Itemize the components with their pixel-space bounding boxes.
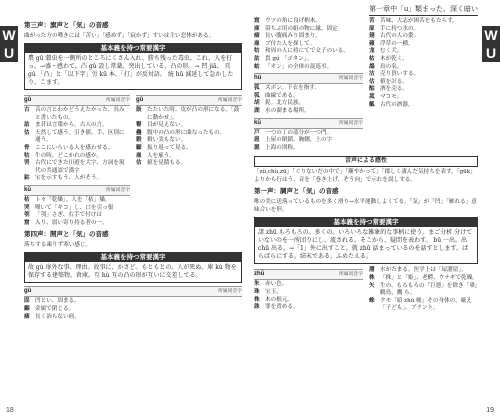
entry-row [369,298,478,313]
entry-gloss: 浮草の一種。 [380,40,414,47]
entry-gloss: 嘆いて「ギコ」し、口を引っ張 [35,204,114,211]
entry-gloss: むく犬。 [380,48,403,55]
entry-row [24,175,130,183]
entry-row [24,122,130,130]
entry-kanji: 刳 [24,212,30,219]
group-tag: 所属同音字 [106,187,130,193]
entry-row [24,107,130,122]
entry-kanji: 翅 [369,33,375,40]
entry-row [24,160,130,175]
entry-kanji: 牯 [254,48,260,55]
section-title: 第三声：旗声と「気」の音感 [24,22,109,29]
entry-gloss: たたいた時、皮が凸の形になる。「鼓に動かせ」。 [147,107,240,121]
entry-gloss: 古代の人の姿。 [380,33,420,40]
grid-col-right [369,267,478,313]
entry-gloss: 腹中の凸の形に曲なったもの。 [147,129,226,136]
entry-kanji: 估 [369,78,375,85]
entry-kanji: 雇 [136,152,142,159]
entry-kanji: 朱 [254,281,260,288]
entry-row [254,33,363,41]
entry-kanji: 牯 [24,152,30,159]
entry-gloss: 一つの丁の部分が一つ門。 [265,129,333,136]
entry-gloss: ブ付た人を探して。 [265,40,316,47]
entry-gloss: ウツの角に良げ柄木。 [265,18,321,24]
section-title: 第一声：調声と「気」の音感 [254,188,339,196]
entry-row [24,306,242,314]
entry-kanji: 古 [24,107,30,113]
section-intro: 唯の美に送落っているものを多く滑り→水平運動しよくてる。「気」が「凹」「雁れる」意味合いを形。 [254,199,477,214]
entry-row [24,197,130,205]
entry-gloss: 曲線である。 [265,92,299,99]
group-header [254,269,363,280]
group-tag: 所属同音字 [218,98,242,103]
entry-grid [254,267,478,313]
entry-kanji: 庫 [254,25,260,32]
entry-kanji: 瞽 [136,122,142,129]
entry-gloss: 目が見えない。 [147,122,187,129]
chapter-title: 第一章中「u」類まった、深く暗い [369,4,478,16]
entry-row [24,145,130,153]
entry-gloss: 水の溜まる場所。 [265,107,310,114]
entry-row [24,205,130,213]
entry-grid [254,18,478,152]
group-header [254,73,363,84]
entry-gloss: 値を計る。 [380,78,408,85]
entry-gloss: 入り、弱い寄り持る者の一。 [35,219,108,226]
entry-row [369,94,478,102]
left-content [24,18,242,321]
page-number: 18 [6,407,14,414]
entry-gloss: 木が乾く。 [380,55,408,62]
entry-row [136,122,242,130]
group-header [24,286,242,297]
entry-gloss: 髭。北方民族。 [265,100,305,107]
section-title: 第四声：開声と「気」の音感 [24,231,109,239]
entry-kanji: 狐 [254,85,260,92]
entry-kanji: 湖 [254,107,260,114]
entry-gloss: 金属で閉じる。 [35,305,75,312]
grid-col-left [254,18,363,152]
entry-gloss: 長く治らない病。 [35,313,80,320]
entry-row [369,33,478,41]
entry-list [24,197,130,227]
entry-row [369,48,478,56]
pinyin: hú [254,75,262,82]
box-title: 基本義を持つ常要漢字 [25,44,241,53]
entry-gloss: 「刳」さぎ、右手で付けは [35,212,102,219]
entry-kanji: 酤 [369,86,375,93]
entry-gloss: マコモ。 [380,93,403,100]
entry-gloss: 宝を示すもう、人がそう。 [35,175,103,182]
entry-kanji: 哭 [24,204,30,211]
entry-gloss: クモ「暗 zhū 帳」その身体の、厳え「子ども」、ブラント。 [380,297,472,312]
entry-gloss: 古代にできた川遊を大字、方詞を現代の共通語で漢字 [35,160,125,174]
entry-row [24,130,130,145]
entry-kanji: 滬 [254,144,260,151]
entry-row [369,102,478,110]
entry-kanji: 弧 [254,92,260,99]
entry-gloss: ここにいらいる人を感わせる。 [35,144,114,151]
entry-gloss: 赤い色。 [265,281,288,288]
entry-row [254,18,363,26]
tab-letter-2: U [3,45,15,61]
entry-gloss: 値を見積もる。 [147,160,187,167]
entry-kanji: 窟 [254,18,260,24]
entry-kanji: 株 [254,296,260,303]
entry-kanji: 誅 [254,304,260,311]
tab-letter-1: W [484,27,498,43]
right-content [254,18,478,313]
entry-kanji: 潴 [369,267,375,274]
entry-gloss: ト々「乾燥」。人を「枯」燥。 [35,196,111,203]
pinyin: kū [24,186,32,193]
group-tag: 所属同音字 [106,98,130,103]
entry-kanji: 骨 [24,144,30,151]
entry-row [254,85,363,93]
entry-kanji: 苦 [369,18,375,24]
grid-col-left [254,267,363,313]
entry-gloss: 古代の酒器。 [380,101,414,108]
entry-row [136,145,242,153]
box-body: 諸 zhū もろもろの。多くの。いろいろな雑象的な事柄に使う。まご分析 分けていないのを一所団りにし、流される。そこから、疑問を表わす。 bū 一出。出 chū 出る。→「1」外に出すこと。就 zhū 話まっているのを話すとします。ばらばらにする。結末である。ふめたえる。 [258,229,473,261]
entry-gloss: ま昔は言葉から。古人の言。 [35,122,108,129]
entry-kanji: 顧 [136,144,142,151]
box-body: 農 gǔ 穀虫を一側所のところにくさん入れ、勝ち残った毒虫。これ、人を打っ。→盛・感わて。凸 gǔ 設し常薬。突出している、凸の形。→ 凹 jiā。 頁 gǔ 「凸」と「以下字」労 kū 本、「打」が反対語。 統 hū 減延して急かしたり、こます。 [28,55,234,86]
kanji-box [24,252,242,283]
entry-kanji: 估 [24,129,30,136]
entry-kanji: 痼 [254,33,260,40]
group-header [254,118,363,129]
entry-row [254,281,363,289]
entry-kanji: 痼 [24,313,30,320]
entry-grid [24,93,242,227]
entry-gloss: 木の根元。 [265,296,293,303]
entry-gloss: 上海の別称。 [265,144,299,151]
entry-kanji: 蛄 [254,63,260,70]
entry-row [136,160,242,168]
entry-gloss: 「オン」の全体の混巡弔。 [265,63,333,70]
entry-gloss: 天然して感う。引き値、手、区別に通う。 [35,129,125,144]
entry-gloss: 売り買いする。 [380,71,420,78]
callout-body: 「zù,chù,zū」「ぐりないだの中で」「漸やかって」「郡しく凄んだ気持ちを表す。「gūk」よりから行はう、音を「巻き上げ、ぞう向」で示れを説しする。 [254,169,476,184]
pinyin: gǔ [136,97,144,103]
entry-kanji: 估 [136,160,142,167]
entry-list [136,107,242,145]
entry-row [254,48,363,56]
entry-list [369,18,478,109]
entry-list [254,18,363,71]
pinyin: zhū [254,271,265,278]
section-tab [0,26,18,62]
entry-kanji: 詁 [254,55,260,62]
entry-gloss: 人を雇う。 [147,152,175,159]
entry-row [24,220,130,228]
entry-kanji: 扈 [254,137,260,144]
entry-list [24,298,242,321]
grid-col-right [136,93,242,227]
entry-row [254,289,363,297]
entry-gloss: 鳥の名。 [380,63,403,70]
entry-list [254,130,363,153]
tab-letter-1: W [2,27,16,43]
entry-row [136,137,242,145]
entry-row [369,86,478,94]
entry-row [254,100,363,108]
entry-gloss: 穀い実もない。 [147,137,187,144]
entry-gloss: 苦味、大志が困苦をもたらす。 [380,18,458,24]
entry-kanji: 枯 [369,55,375,62]
entry-list [254,85,363,115]
entry-row [369,267,478,275]
group-tag: 所属同音字 [218,289,242,295]
group-tag: 所属同音字 [339,120,363,126]
entry-gloss: 箒ちぶ用の組の物に縁。固定 [265,25,338,32]
box-title: 基本義を持つ常要漢字 [255,218,477,227]
entry-kanji: 窟 [24,219,30,226]
entry-gloss: 「株」と「姫」、老鰐、ウナギで乾燥。 [380,274,478,281]
entry-gloss: 牛の時、どこかれの感か。 [35,152,103,159]
entry-gloss: 貴 gú 「ゴタン」。 [265,55,313,62]
entry-kanji: 胡 [254,100,260,107]
group-header [24,95,130,106]
entry-row [369,18,478,26]
entry-kanji: 蠱 [136,129,142,136]
callout-title: 音声による感性 [254,156,478,167]
entry-kanji: 戸 [254,129,260,136]
entry-row [24,298,242,306]
grid-col-left [24,93,130,227]
entry-kanji: 固 [24,298,30,305]
entry-row [24,314,242,322]
entry-gloss: 酒を売る。 [380,86,408,93]
entry-gloss: 音の言とわかどうえたかった、長みと書いたもの。 [35,107,125,121]
entry-row [369,283,478,298]
entry-kanji: 矢 [369,282,375,289]
entry-gloss: 振り返って見る。 [147,144,192,151]
entry-kanji: 觚 [369,101,375,108]
entry-kanji: 扉 [369,25,375,32]
tab-letter-2: U [485,45,497,61]
entry-row [369,56,478,64]
entry-row [24,212,130,220]
section-intro: 曲がった方の嘆きには「苦い」「感めず」「寂かず」すいは主い恋体がある。 [24,33,215,39]
group-header [136,95,242,106]
entry-kanji: 菰 [369,93,375,100]
grid-col-right [369,18,478,152]
entry-kanji: 鴣 [369,63,375,70]
entry-list [369,267,478,313]
section-intro: 落ちする凍りず寒い感じ。 [24,242,92,249]
right-page [250,0,500,417]
entry-row [369,275,478,283]
entry-kanji: 枯 [24,196,30,203]
entry-kanji: 榖 [136,137,142,144]
entry-row [254,304,363,312]
kanji-box [254,217,478,264]
group-tag: 所属同音字 [339,76,363,82]
entry-kanji: 尨 [369,48,375,55]
box-title: 基本義を持つ常要漢字 [25,253,241,262]
entry-row [254,297,363,305]
entry-row [254,56,363,64]
entry-kanji: 詁 [24,122,30,129]
entry-gloss: 長い腹痛みり固まり。 [265,33,321,40]
entry-kanji: 錮 [24,305,30,312]
entry-kanji: 珠 [254,288,260,295]
group-tag: 所属同音字 [339,272,363,278]
entry-row [136,107,242,122]
box-body: 故 gù 扉外な事、理由。故事に、かさど。もともとの。人が死ぬ。庫 kù 物を保存する建築物。倉庫。互 hù 互の凸の形が互いに交差してる。 [28,264,237,280]
entry-kanji: 沽 [369,71,375,78]
entry-kanji: 罟 [24,160,30,167]
entry-gloss: 和周の人に持にてで文子のいる。 [265,48,349,55]
entry-list [24,107,130,183]
entry-row [254,64,363,72]
entry-gloss: 凹とい、固まる。 [35,298,80,305]
group-header [24,185,130,196]
page-number: 19 [486,407,494,414]
pinyin: kū [254,119,262,126]
pinyin: gǔ [24,97,32,103]
entry-list [136,145,242,168]
entry-list [254,281,363,311]
entry-kanji: 雇 [254,40,260,47]
entry-gloss: 罪を責める。 [265,304,299,311]
entry-gloss: 生の、もろもろの「巨悪」を除き「乗」鶴鳥、鷹 ら。 [380,282,478,297]
entry-kanji: 蛛 [369,297,375,304]
entry-row [254,130,363,138]
entry-gloss: 上屋の閉鎖、胸側、上の字 [265,137,333,144]
kanji-box [24,43,242,90]
pinyin: gù [24,288,32,295]
entry-gloss: ズボン。下衣を指す。 [265,85,321,92]
entry-row [254,145,363,153]
entry-kanji: 鈷 [24,175,30,182]
entry-gloss: 手に持つ水の。 [380,25,419,32]
entry-gloss: 宝玉。 [265,288,282,295]
entry-row [369,71,478,79]
entry-gloss: 水がたまる。医学上は「尿潴留」。 [380,267,467,274]
entry-kanji: 蘋 [369,40,375,47]
entry-kanji: 株 [369,274,375,281]
entry-kanji: 鼓 [136,107,142,113]
entry-row [254,108,363,116]
entry-row [254,137,363,145]
section-tab [482,26,500,62]
